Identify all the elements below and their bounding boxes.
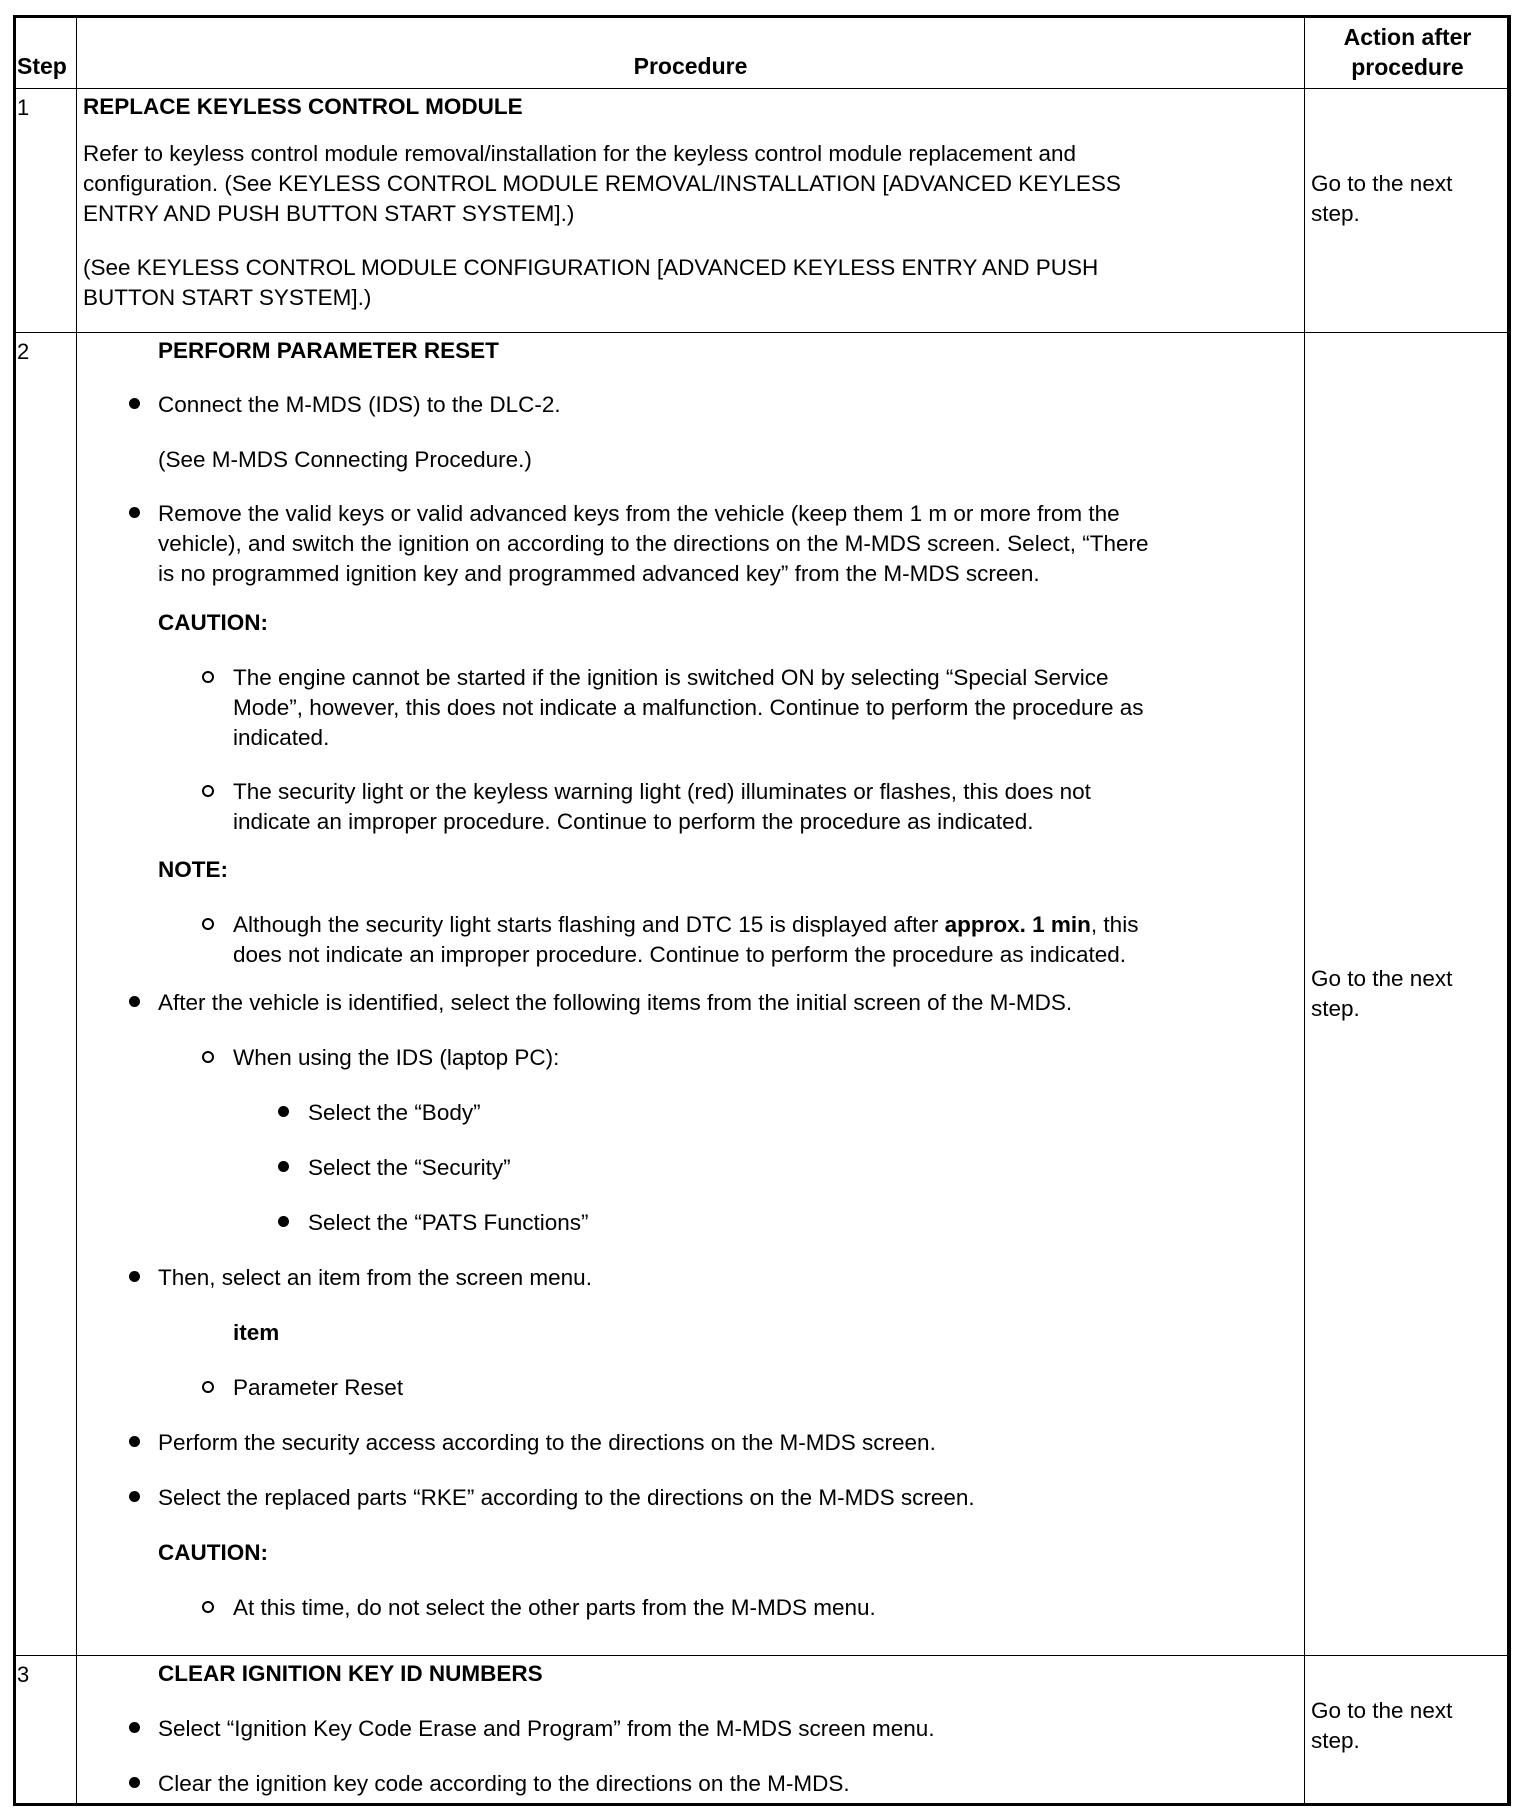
list-item: After the vehicle is identified, select the following items from the initial screen of the M-MDS. — [158, 989, 1073, 1015]
list-item: The engine cannot be started if the ignition is switched ON by selecting “Special Service — [233, 664, 1109, 690]
list-item: indicate an improper procedure. Continue to perform the procedure as indicated. — [233, 808, 1034, 834]
action-line2: step. — [1311, 1727, 1360, 1753]
step-title: REPLACE KEYLESS CONTROL MODULE — [83, 94, 523, 119]
step-number: 3 — [14, 1655, 77, 1805]
list-item: Select the “PATS Functions” — [308, 1209, 589, 1235]
action-line1: Go to the next — [1311, 1697, 1453, 1723]
header-procedure: Procedure — [77, 16, 1305, 89]
step-title: PERFORM PARAMETER RESET — [158, 337, 499, 363]
list-item-sub: (See M-MDS Connecting Procedure.) — [158, 446, 532, 472]
paragraph-line: configuration. (See KEYLESS CONTROL MODULE REMOVAL/INSTALLATION [ADVANCED KEYLESS — [83, 171, 1121, 196]
header-step: Step — [14, 16, 77, 89]
action-line1: Go to the next — [1311, 965, 1453, 991]
step-title: CLEAR IGNITION KEY ID NUMBERS — [158, 1660, 543, 1686]
list-item: Perform the security access according to the directions on the M-MDS screen. — [158, 1429, 936, 1455]
caution-label: CAUTION: — [158, 1539, 268, 1565]
caution-label: CAUTION: — [158, 609, 268, 635]
note-text: Although the security light starts flashing and DTC 15 is displayed after — [233, 911, 945, 937]
header-action-line1: Action after — [1343, 24, 1472, 50]
action-line1: Go to the next — [1311, 171, 1453, 196]
action-line2: step. — [1311, 201, 1360, 226]
list-item: Select the “Security” — [308, 1154, 511, 1180]
paragraph-line: BUTTON START SYSTEM].) — [83, 285, 372, 310]
step-number: 2 — [14, 332, 77, 1655]
header-action-line2: procedure — [1351, 54, 1464, 80]
note-label: NOTE: — [158, 856, 228, 882]
note-emphasis: approx. 1 min — [944, 911, 1091, 937]
list-item: Remove the valid keys or valid advanced keys from the vehicle (keep them 1 m or more from the — [158, 500, 1120, 526]
list-item: Mode”, however, this does not indicate a malfunction. Continue to perform the procedure as — [233, 694, 1144, 720]
paragraph-line: (See KEYLESS CONTROL MODULE CONFIGURATION [ADVANCED KEYLESS ENTRY AND PUSH — [83, 255, 1099, 280]
list-item: Select the replaced parts “RKE” according to the directions on the M-MDS screen. — [158, 1484, 975, 1510]
table-frame — [13, 15, 1510, 1806]
item-label: item — [233, 1319, 280, 1345]
list-item: At this time, do not select the other parts from the M-MDS menu. — [233, 1594, 876, 1620]
list-item: indicated. — [233, 724, 330, 750]
list-item: Select “Ignition Key Code Erase and Program” from the M-MDS screen menu. — [158, 1715, 935, 1741]
list-item: vehicle), and switch the ignition on according to the directions on the M-MDS screen. Select, “There — [158, 530, 1149, 556]
paragraph-line: Refer to keyless control module removal/installation for the keyless control module replacement and — [83, 141, 1076, 166]
list-item: Then, select an item from the screen menu. — [158, 1264, 592, 1290]
list-item: The security light or the keyless warning light (red) illuminates or flashes, this does not — [233, 778, 1091, 804]
list-item: Select the “Body” — [308, 1099, 481, 1125]
list-item: Clear the ignition key code according to the directions on the M-MDS. — [158, 1770, 850, 1796]
paragraph-line: ENTRY AND PUSH BUTTON START SYSTEM].) — [83, 201, 575, 226]
list-item: does not indicate an improper procedure. Continue to perform the procedure as indicated. — [233, 941, 1127, 967]
list-item: When using the IDS (laptop PC): — [233, 1044, 560, 1070]
action-line2: step. — [1311, 995, 1360, 1021]
list-item: Parameter Reset — [233, 1374, 404, 1400]
note-text: , this — [1090, 911, 1139, 937]
list-item: Connect the M-MDS (IDS) to the DLC-2. — [158, 391, 561, 417]
list-item: is no programmed ignition key and programmed advanced key” from the M-MDS screen. — [158, 560, 1040, 586]
step-number: 1 — [14, 89, 77, 333]
